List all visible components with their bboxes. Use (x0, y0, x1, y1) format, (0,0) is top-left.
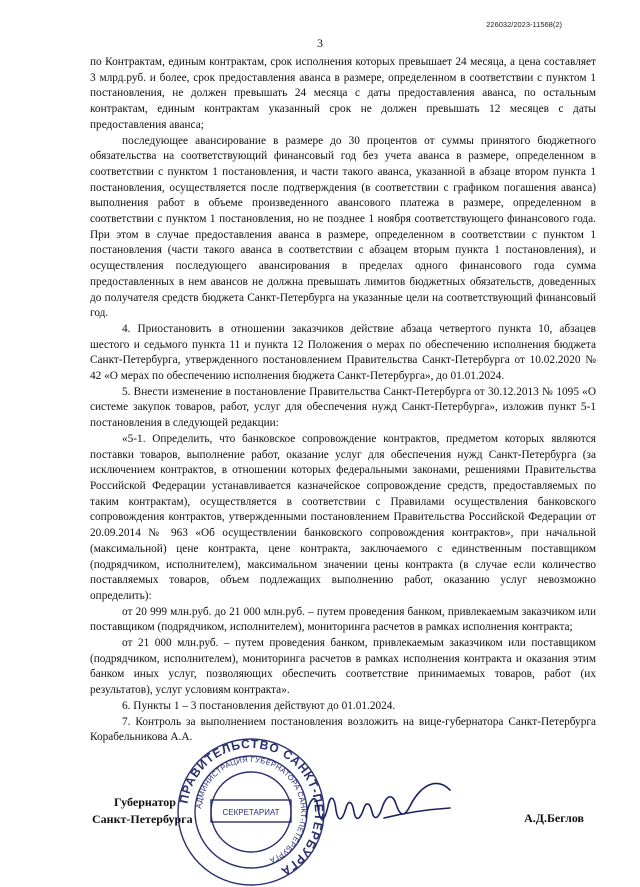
page-number: 3 (317, 36, 323, 50)
seal-inner-text: АДМИНИСТРАЦИЯ ГУБЕРНАТОРА САНКТ-ПЕТЕРБУРГА (194, 754, 309, 866)
paragraph-item-6: 6. Пункты 1 – 3 постановления действуют до 01.01.2024. (122, 699, 396, 712)
registration-number: 226032/2023-11568(2) (486, 20, 562, 29)
paragraph-item-5: 5. Внести изменение в постановление Правительства Санкт-Петербурга от 30.12.2013 № 1095 «О системе закупок товаров, работ, услуг для обеспечения нужд Санкт-Петербурга», изложив пункт 5-1 постановления в следующей редакции: (90, 385, 596, 430)
seal-outer-text: ПРАВИТЕЛЬСТВО САНКТ-ПЕТЕРБУРГА (176, 737, 326, 879)
paragraph-advance-terms: по Контрактам, единым контрактам, срок исполнения которых превышает 24 месяца, а цена составляет 3 млрд.руб. и более, срок предоставления аванса в размере, определенном в соответствии с пунктом 1 постановления, не должен превышать 24 месяца с даты предоставления аванса, по остальным контрактам, единым контрактам указанный срок не должен превышать 12 месяцев с даты предоставления аванса; (90, 56, 596, 131)
paragraph-item-5-1: «5-1. Определить, что банковское сопровождение контрактов, предметом которых являются поставки товаров, выполнение работ, оказание услуг для обеспечения нужд Санкт-Петербурга (за исключением контрактов, в отношении которых федеральными законами, решениями Правительства Российской Федерации устанавливается казначейское сопровождение средств, предоставляемых по таким контрактам), осуществляется в соответствии с Правилами осуществления банковского сопровождения контрактов, утвержденными постановлением Правительства Российской Федерации от 20.09.2014 № 963 «Об осуществлении банковского сопровождения контрактов», при начальной (максимальной) цене контракта, цене контракта, заключаемого с единственным поставщиком (подрядчиком, исполнителем), максимальном значении цены контракта (в случае если количество поставляемых товаров, объем подлежащих выполнению работ, оказанию услуг невозможно определить): (90, 432, 596, 602)
paragraph-monitoring-services: от 21 000 млн.руб. – путем проведения банком, привлекаемым заказчиком или поставщиком (подрядчиком, исполнителем), мониторинга расчетов в рамках исполнения контракта и оказания этим банком иных услуг, позволяющих обеспечить соответствие принимаемых товаров, работ (их результатов), услуг условиям контракта». (90, 637, 596, 697)
paragraph-subsequent-advance: последующее авансирование в размере до 30 процентов от суммы принятого бюджетного обязательства на соответствующий финансовый год без учета аванса в размере, определенном в соответствии с пунктом 1 постановления, и части такого аванса, указанной в абзаце втором пункта 1 постановления, осуществляется после подтверждения (в соответствии с графиком погашения аванса) выполнения работ в объеме произведенного авансового платежа в размере, определенном в соответствии с пунктом 1 постановления, но не позднее 1 ноября соответствующего финансового года. При этом в случае предоставления аванса в размере, определенном в соответствии с пунктом 1 постановления (части такого аванса в соответствии с абзацем вторым пункта 1 постановления), и осуществления последующего авансирования в пределах одного финансового года сумма предоставленных в нем авансов не должна превышать лимитов бюджетных обязательств, доведенных до получателя средств бюджета Санкт-Петербурга на указанные цели на соответствующий финансовый год. (90, 134, 596, 320)
paragraph-monitoring: от 20 999 млн.руб. до 21 000 млн.руб. – путем проведения банком, привлекаемым заказчиком или поставщиком (подрядчиком, исполнителем), мониторинга расчетов в рамках исполнения контракта; (90, 605, 596, 634)
handwritten-signature (300, 778, 460, 838)
signer-position-line1: Губернатор (114, 795, 176, 809)
signer-position-line2: Санкт-Петербурга (92, 812, 193, 826)
signer-name: А.Д.Беглов (524, 811, 584, 825)
document-body (90, 55, 596, 746)
paragraph-item-7: 7. Контроль за выполнением постановления возложить на вице-губернатора Санкт-Петербурга Корабельникова А.А. (90, 715, 596, 744)
seal-center-text: СЕКРЕТАРИАТ (222, 808, 280, 817)
paragraph-item-4: 4. Приостановить в отношении заказчиков действие абзаца четвертого пункта 10, абзацев шестого и седьмого пункта 11 и пункта 12 Положения о мерах по обеспечению исполнения бюджета Санкт-Петербурга, утвержденного постановлением Правительства Санкт-Петербурга от 10.02.2020 № 42 «О мерах по обеспечению исполнения бюджета Санкт-Петербурга», до 01.01.2024. (90, 322, 596, 383)
